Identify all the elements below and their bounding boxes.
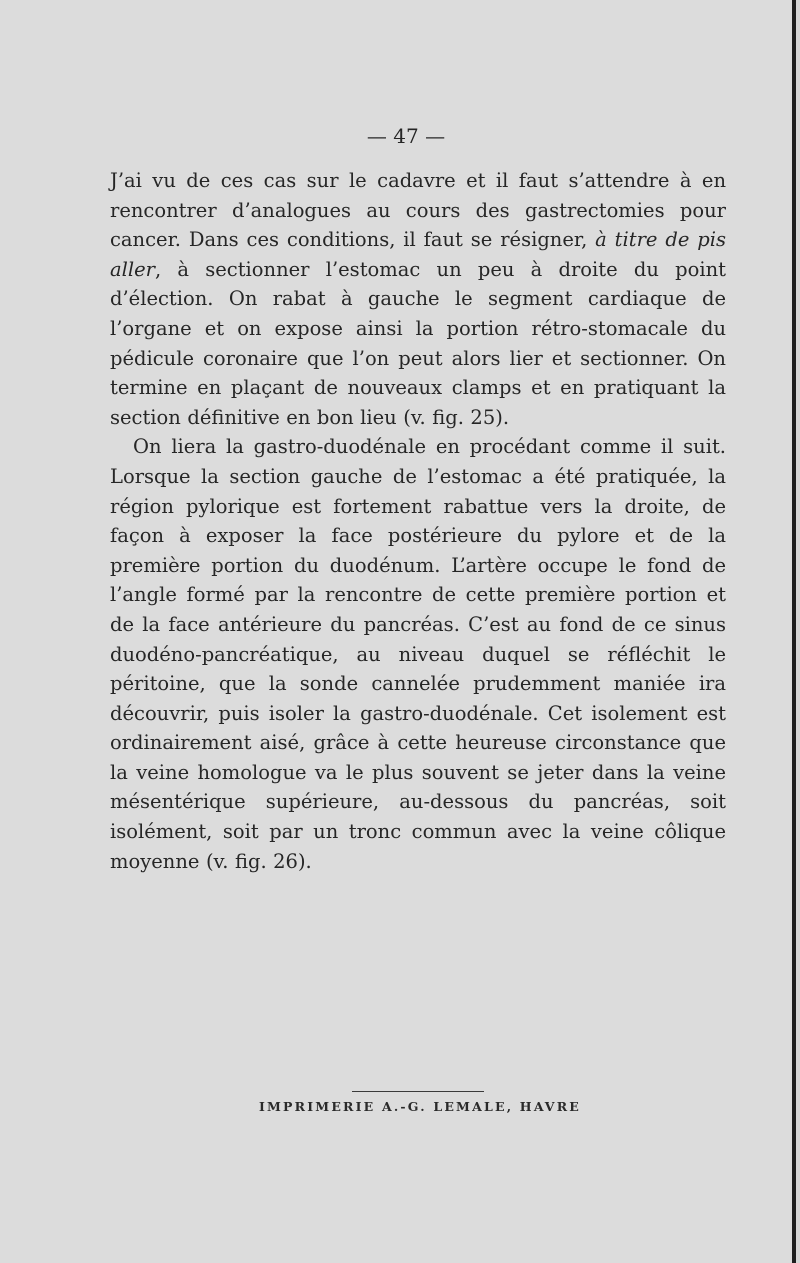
paragraph-2: On liera la gastro-duodénale en procédant comme il suit. Lorsque la section gauche de l’estomac a été pratiquée, la région pylorique est fortement rabattue vers la droite, de façon à exposer la face postérieure du pylore et de la première portion du duodénum. L’artère occupe le fond de l’angle formé par la rencontre de cette première portion et de la face antérieure du pancréas. C’est au fond de ce sinus duodéno-pancréatique, au niveau duquel se réfléchit le péritoine, que la sonde cannelée prudemment maniée ira découvrir, puis isoler la gastro-duodénale. Cet isolement est ordinairement aisé, grâce à cette heureuse circonstance que la veine homologue va le plus souvent se jeter dans la veine mésentérique supérieure, au-dessous du pancréas, soit isolément, soit par un tronc commun avec la veine côlique moyenne (v. fig. 26). [110,435,726,873]
body-text [110,166,726,876]
paragraph-1-text-end: , à sectionner l’estomac un peu à droite du point d’élection. On rabat à gauche le segment cardiaque de l’organe et on expose ainsi la portion rétro-stomacale du pédicule coronaire que l’on peut alors lier et sectionner. On termine en plaçant de nouveaux clamps et en pratiquant la section définitive en bon lieu (v. fig. 25). [110,257,726,429]
paragraph-1-italic-phrase: à titre de pis aller [110,228,726,281]
printer-imprint: IMPRIMERIE A.-G. LEMALE, HAVRE [258,1099,582,1114]
paragraph-1 [110,166,726,432]
page-number: — 47 — [366,124,446,148]
imprint-rule [352,1091,484,1092]
paragraph-1-text-start: J’ai vu de ces cas sur le cadavre et il faut s’attendre à en rencontrer d’analogues au cours des gastrectomies pour cancer. Dans ces conditions, il faut se résigner, [110,169,726,252]
